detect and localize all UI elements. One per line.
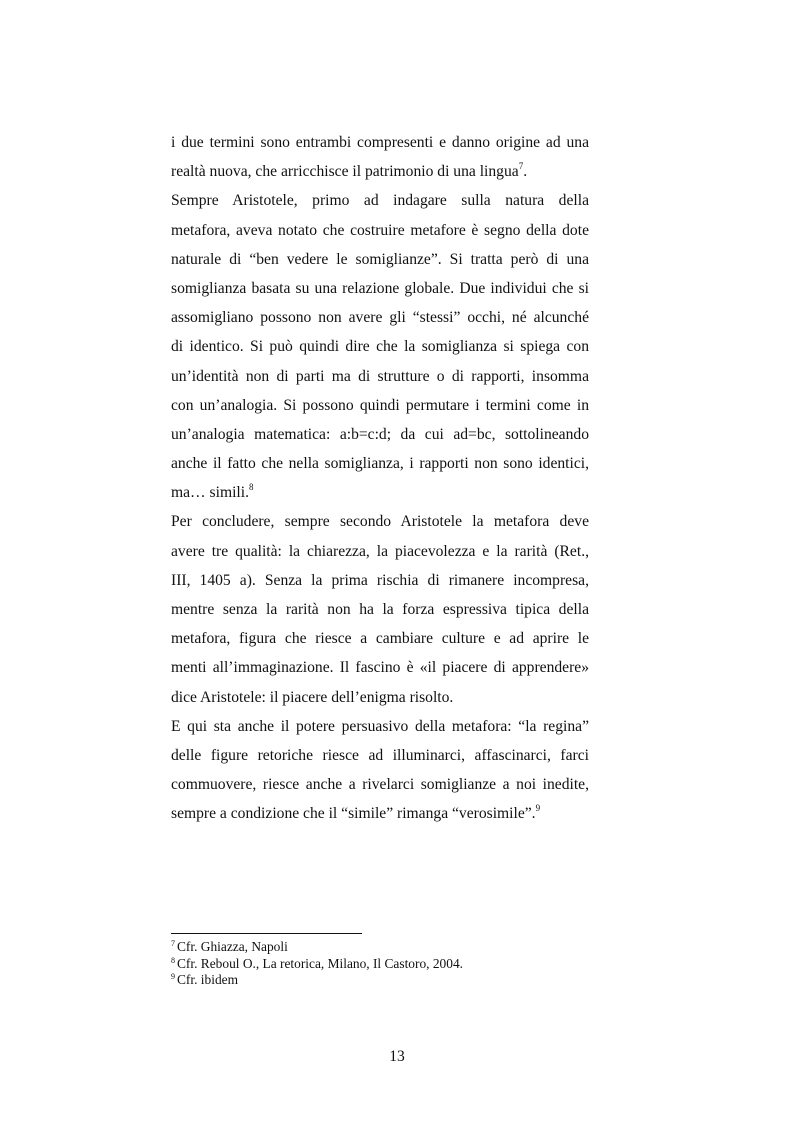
text-line: mentre senza la rarità non ha la forza espressiva tipica della	[171, 601, 589, 618]
text-line: dice Aristotele: il piacere dell’enigma risolto.	[171, 688, 454, 706]
text-line: naturale di “ben vedere le somiglianze”. Si tratta però di una	[171, 250, 589, 268]
footnote-mark: 8	[171, 955, 175, 965]
footnote-ref-7: 7	[518, 161, 524, 172]
footnote-9	[171, 972, 591, 989]
text-line: di identico. Si può quindi dire che la somiglianza si spiega con	[171, 338, 589, 356]
footnote-7	[171, 939, 591, 956]
footnote-text: Cfr. ibidem	[177, 972, 238, 987]
text-line: somiglianza basata su una relazione globale. Due individui che si	[171, 279, 589, 297]
text-line: menti all’immaginazione. Il fascino è «il piacere di apprendere»	[171, 659, 589, 677]
text-line: anche il fatto che nella somiglianza, i rapporti non sono identici,	[171, 455, 589, 473]
text-line: Per concludere, sempre secondo Aristotele la metafora deve	[171, 513, 589, 531]
text-line	[171, 157, 589, 186]
text-line	[171, 799, 589, 828]
body-text	[171, 128, 589, 829]
text-line: metafora, aveva notato che costruire metafore è segno della dote	[171, 221, 589, 239]
footnote-text: Cfr. Ghiazza, Napoli	[177, 939, 288, 954]
text-line	[171, 478, 589, 507]
footnote-ref-9: 9	[535, 803, 541, 814]
text-line: delle figure retoriche riesce ad illuminarci, affascinarci, farci	[171, 746, 589, 764]
footnote-text: Cfr. Reboul O., La retorica, Milano, Il Castoro, 2004.	[177, 955, 463, 971]
text-line: assomigliano possono non avere gli “stessi” occhi, né alcunché	[171, 309, 589, 327]
footnote-8	[171, 956, 591, 973]
text-line: i due termini sono entrambi compresenti e danno origine ad una	[171, 134, 589, 151]
text-line: metafora, figura che riesce a cambiare culture e ad aprire le	[171, 630, 589, 648]
text-line: III, 1405 a). Senza la prima rischia di rimanere incompresa,	[171, 571, 589, 589]
text-line: un’analogia matematica: a:b=c:d; da cui ad=bc, sottolineando	[171, 425, 589, 443]
page-number: 13	[389, 1048, 405, 1065]
text-line-content: realtà nuova, che arricchisce il patrimonio di una lingua	[171, 163, 519, 181]
text-line: E qui sta anche il potere persuasivo della metafora: “la regina”	[171, 717, 589, 735]
footnote-mark: 9	[171, 972, 175, 981]
footnotes	[171, 939, 591, 989]
punctuation: .	[523, 163, 528, 181]
text-line-content: ma… simili.	[171, 484, 249, 502]
footnote-ref-8: 8	[248, 482, 254, 493]
text-line: Sempre Aristotele, primo ad indagare sulla natura della	[171, 192, 589, 210]
footnote-mark: 7	[171, 939, 175, 948]
text-line: un’identità non di parti ma di strutture o di rapporti, insomma	[171, 367, 589, 385]
footnote-separator	[171, 933, 362, 934]
text-line: con un’analogia. Si possono quindi permutare i termini come in	[171, 396, 589, 414]
text-line-content: sempre a condizione che il “simile” rimanga “verosimile”.	[171, 805, 536, 823]
text-line: avere tre qualità: la chiarezza, la piacevolezza e la rarità (Ret.,	[171, 542, 589, 560]
text-line: commuovere, riesce anche a rivelarci somiglianze a noi inedite,	[171, 776, 589, 794]
